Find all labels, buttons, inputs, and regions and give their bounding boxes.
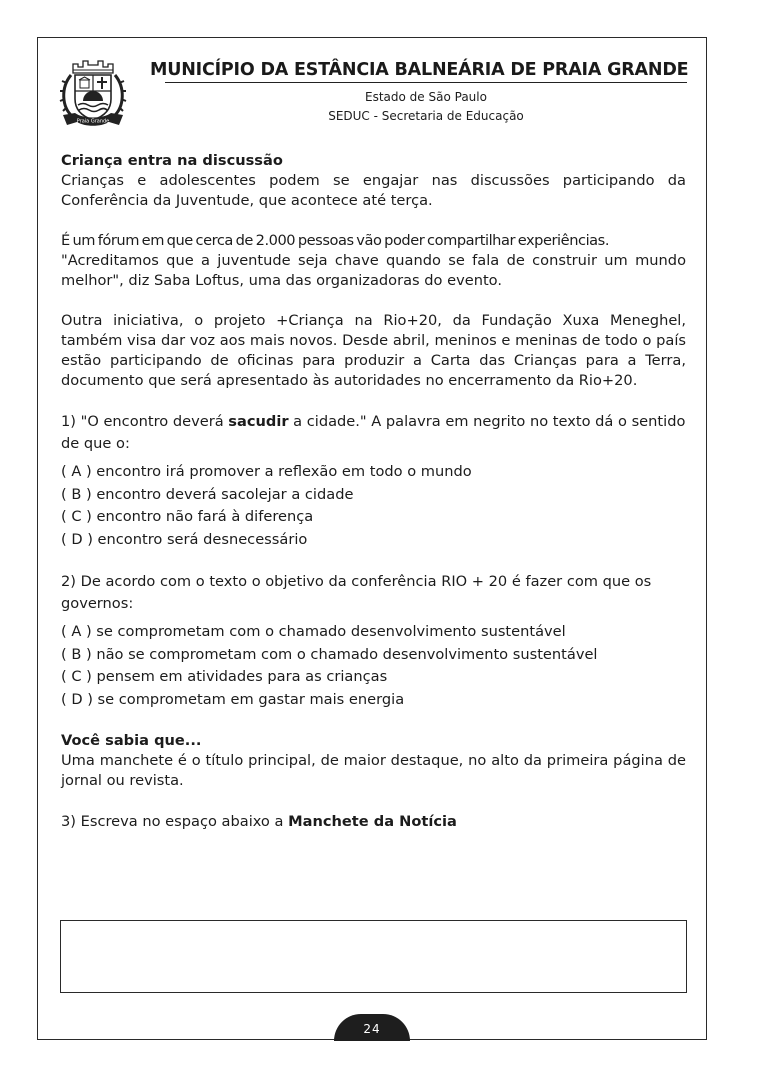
article-paragraph-1: Crianças e adolescentes podem se engajar nas discussões participando da Conferência da Juventude, que acontece até terça.: [61, 172, 686, 209]
svg-text:Praia Grande: Praia Grande: [76, 118, 110, 125]
question-1-bold-word: sacudir: [228, 413, 289, 430]
article-paragraph-2: "Acreditamos que a juventude seja chave quando se fala de construir um mundo melhor", diz Saba Loftus, uma das organizadoras do evento.: [61, 252, 686, 289]
article-paragraph-2-line-1: É um fórum em que cerca de 2.000 pessoas vão poder compartilhar experiências.: [61, 232, 610, 249]
article-paragraph-3: Outra iniciativa, o projeto +Criança na Rio+20, da Fundação Xuxa Meneghel, também visa dar voz aos mais novos. Desde abril, meninos e meninas de todo o país estão participando de oficinas para produzir a Carta das Crianças para a Terra, documento que será apresentado às autoridades no encerramento da Rio+20.: [61, 312, 686, 389]
article-heading: Criança entra na discussão: [61, 152, 283, 169]
question-2-option-c: ( C ) pensem em atividades para as crianças: [61, 668, 388, 685]
page-number: 24: [363, 1022, 381, 1036]
article-content: [61, 151, 686, 833]
headline-answer-box[interactable]: [60, 920, 687, 993]
question-2-option-d: ( D ) se comprometam em gastar mais energia: [61, 690, 405, 708]
question-1-option-c: ( C ) encontro não fará à diferença: [61, 508, 314, 525]
question-3-bold: Manchete da Notícia: [288, 813, 457, 830]
question-2-option-b: ( B ) não se comprometam com o chamado desenvolvimento sustentável: [61, 645, 598, 663]
header-divider: [165, 82, 687, 83]
did-you-know-heading: Você sabia que...: [61, 732, 202, 749]
question-1-option-b: ( B ) encontro deverá sacolejar a cidade: [61, 485, 354, 503]
question-1-option-d: ( D ) encontro será desnecessário: [61, 530, 308, 548]
question-1: 1) "O encontro deverá sacudir a cidade." A palavra em negrito no texto dá o sentido de que o:: [61, 413, 686, 452]
header-title: MUNICÍPIO DA ESTÂNCIA BALNEÁRIA DE PRAIA GRANDE: [150, 60, 689, 80]
question-3: 3) Escreva no espaço abaixo a Manchete da Notícia: [61, 813, 457, 830]
city-crest-icon: [57, 53, 129, 129]
header-state: Estado de São Paulo: [365, 90, 487, 104]
question-2: 2) De acordo com o texto o objetivo da conferência RIO + 20 é fazer com que os governos:: [61, 573, 652, 612]
question-1-option-a: ( A ) encontro irá promover a reflexão em todo o mundo: [61, 463, 472, 480]
header-department: SEDUC - Secretaria de Educação: [328, 109, 524, 123]
question-2-option-a: ( A ) se comprometam com o chamado desenvolvimento sustentável: [61, 623, 566, 640]
did-you-know-text: Uma manchete é o título principal, de maior destaque, no alto da primeira página de jornal ou revista.: [61, 752, 686, 789]
